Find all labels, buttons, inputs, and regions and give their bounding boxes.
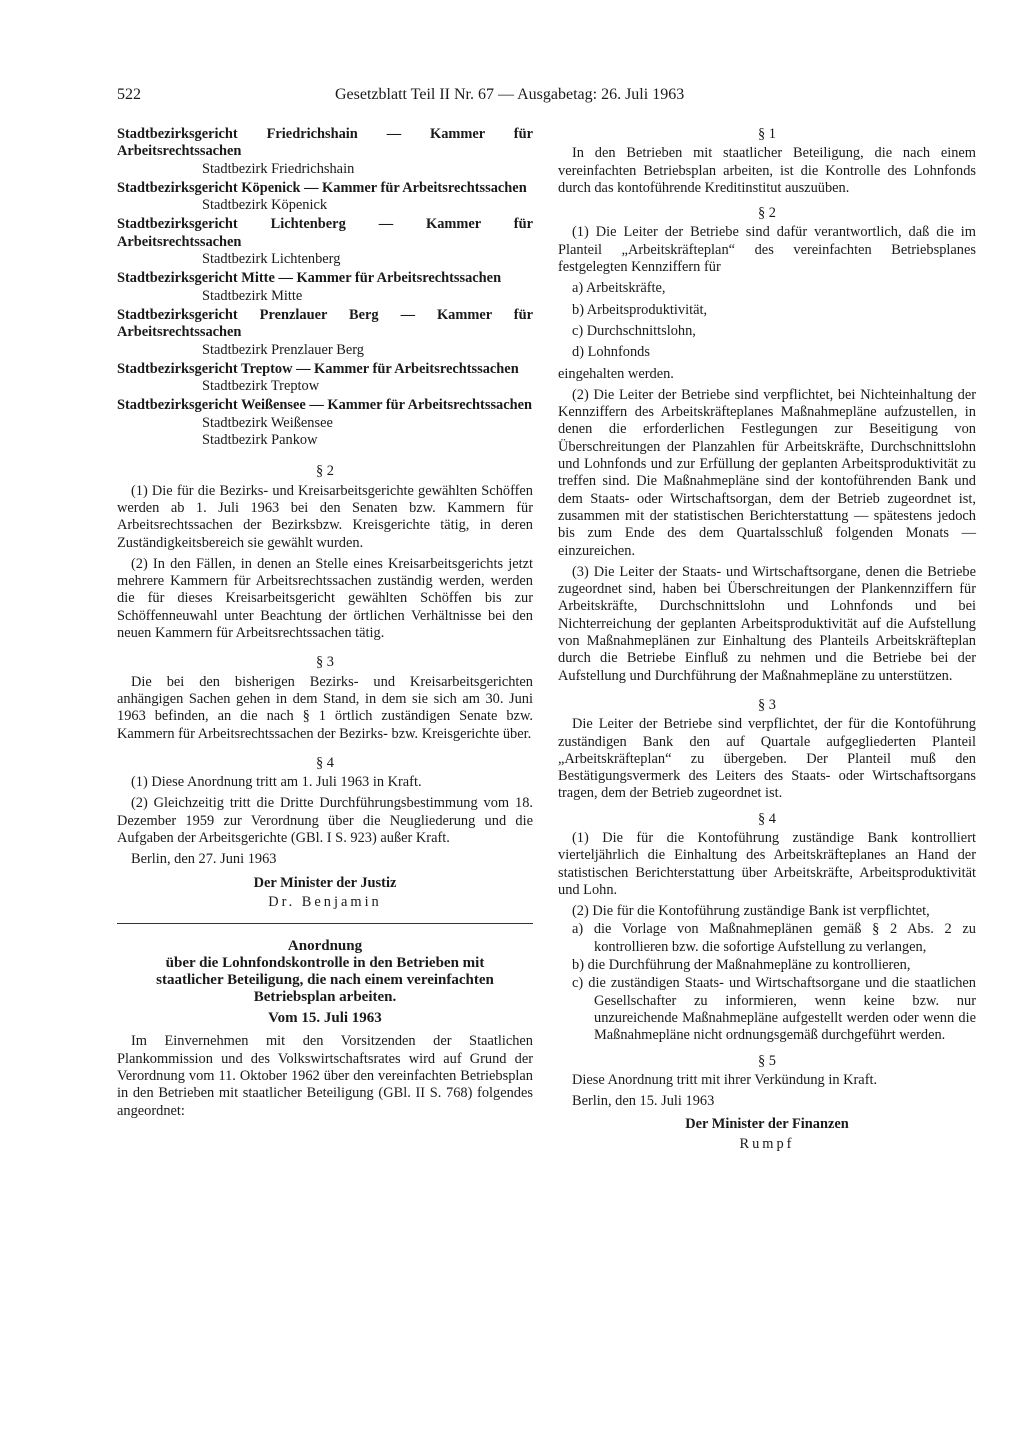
court-entry [117, 180, 533, 215]
paragraph: Die bei den bisherigen Bezirks- und Kreisarbeitsgerichten anhängigen Sachen gehen in dem Stand, in dem sie sich am 30. Juni 1963 befinden, an die nach § 1 örtlich zuständigen Senate bzw. Kammern für Arbeitsrechtssachen der Bezirks- bzw. Kreisgerichte über. [117, 673, 533, 742]
court-title: Stadtbezirksgericht Mitte — Kammer für Arbeitsrechtssachen [117, 270, 502, 287]
court-entry [117, 361, 533, 396]
ordinance-date: Vom 15. Juli 1963 [268, 1010, 382, 1027]
ordinance-title: Anordnung [287, 938, 363, 955]
list-item: c) Durchschnittslohn, [572, 322, 696, 339]
paragraph: Diese Anordnung tritt mit ihrer Verkündung in Kraft. [572, 1071, 878, 1088]
gazette-title: Gesetzblatt Teil II Nr. 67 — Ausgabetag: 26. Juli 1963 [335, 86, 685, 103]
court-district: Stadtbezirk Friedrichshain [202, 160, 355, 177]
list-item: b) die Durchführung der Maßnahmepläne zu kontrollieren, [572, 957, 911, 974]
minister-title: Der Minister der Justiz [253, 874, 397, 891]
court-entry [117, 307, 533, 359]
paragraph: (2) Die für die Kontoführung zuständige Bank ist verpflichtet, [572, 903, 930, 920]
right-column [558, 126, 976, 1153]
court-title: Stadtbezirksgericht Prenzlauer Berg — Kammer für Arbeitsrechtssachen [117, 306, 533, 341]
paragraph: Die Leiter der Betriebe sind verpflichtet, der für die Kontoführung zuständigen Bank den auf Quartale aufgegliederten Planteil „Arbeitskräfteplan“ zu übergeben. Der Planteil muß den Bestätigungsvermerk des Leiters des Staats- oder Wirtschaftsorgans tragen, dem der Betrieb zugeordnet ist. [558, 716, 976, 802]
paragraph: (1) Die Leiter der Betriebe sind dafür verantwortlich, daß die im Planteil „Arbeitskräfteplan“ des vereinfachten Betriebsplanes festgelegten Kennziffern für [558, 224, 976, 276]
court-district: Stadtbezirk Mitte [202, 287, 303, 304]
paragraph: (3) Die Leiter der Staats- und Wirtschaftsorgane, denen die Betriebe zugeordnet sind, haben bei Überschreitungen der Plankennziffern für Arbeitskräfte, Durchschnittslohn und Lohnfonds und bei Nichterreichung der geplanten Arbeitsproduktivität auf die Aufstellung von Maßnahmeplänen zur Einhaltung des Planteils Arbeitskräfteplan durch die Betriebe Einfluß zu nehmen und die Betriebe bei der Aufstellung und Durchführung der Maßnahmepläne zu unterstützen. [558, 563, 976, 684]
section-heading: § 1 [758, 126, 776, 142]
list-item: d) Lohnfonds [572, 344, 650, 361]
paragraph: eingehalten werden. [558, 365, 674, 382]
minister-title: Der Minister der Finanzen [685, 1116, 849, 1133]
page-header [117, 86, 985, 108]
section-heading: § 4 [758, 810, 776, 827]
list-item: a) die Vorlage von Maßnahmeplänen gemäß § 2 Abs. 2 zu kontrollieren bzw. die sofortige Aufstellung zu verlangen, [572, 921, 976, 955]
place-date: Berlin, den 27. Juni 1963 [131, 851, 277, 868]
paragraph: In den Betrieben mit staatlicher Beteiligung, die nach einem vereinfachten Betriebsplan arbeiten, ist die Kontrolle des Lohnfonds durch das kontoführende Kreditinstitut auszuüben. [558, 145, 976, 196]
court-entry [117, 397, 533, 449]
section-heading: § 4 [316, 754, 334, 771]
paragraph: (1) Die für die Kontoführung zuständige Bank kontrolliert vierteljährlich die Einhaltung des Arbeitskräfteplanes an Hand der statistischen Berichterstattung über Arbeitskräfte, Arbeitsproduktivität und Lohn. [558, 829, 976, 898]
court-district: Stadtbezirk Köpenick [202, 197, 328, 214]
left-column [117, 126, 533, 1120]
court-title: Stadtbezirksgericht Weißensee — Kammer für Arbeitsrechtssachen [117, 397, 533, 414]
list-item: c) die zuständigen Staats- und Wirtschaftsorgane und die staatlichen Gesellschafter zu informieren, wenn keine bzw. nur unzureichende Maßnahmepläne aufgestellt werden oder wenn die Maßnahmepläne nicht ordnungsgemäß durchgeführt werden. [572, 975, 976, 1044]
paragraph: (2) In den Fällen, in denen an Stelle eines Kreisarbeitsgerichts jetzt mehrere Kammern für Arbeitsrechtssachen zuständig werden, werden die für dieses Kreisarbeitsgericht gewählten Schöffen bis zur Schöffenneuwahl unter Beachtung der örtlichen Verhältnisse bei den neuen Kammern für Arbeitsrechtssachen tätig. [117, 555, 533, 642]
place-date: Berlin, den 15. Juli 1963 [572, 1093, 715, 1110]
section-heading: § 2 [316, 463, 334, 480]
paragraph: (1) Die für die Bezirks- und Kreisarbeitsgerichte gewählten Schöffen werden ab 1. Juli 1963 bei den Senaten bzw. Kammern für Arbeitsrechtssachen der Bezirksbzw. Kreisgerichte tätig, in deren Zuständigkeitsbereich sie gewählt wurden. [117, 482, 533, 551]
court-district: Stadtbezirk Treptow [202, 378, 320, 395]
paragraph: (2) Die Leiter der Betriebe sind verpflichtet, bei Nichteinhaltung der Kennziffern des Arbeitskräfteplanes Maßnahmepläne aufzustellen, in denen die erforderlichen Festlegungen zur Beseitigung von Überschreitungen der Planzahlen für Arbeitskräfte, Durchschnittslohn und Lohnfonds und zur Erfüllung der geplanten Arbeitsproduktivität zu treffen sind. Die Maßnahmepläne sind der kontoführenden Bank und dem Staats- oder Wirtschaftsorgan, dem der Betrieb zugeordnet ist, zusammen mit der statistischen Berichterstattung — spätestens jedoch bis zum Ende des dem Quartalsschluß folgenden Monats — einzureichen. [558, 386, 976, 559]
signature: Rumpf [739, 1135, 795, 1152]
ordinance-subtitle: über die Lohnfondskontrolle in den Betrieben mit staatlicher Beteiligung, die nach einem vereinfachten Betriebsplan arbeiten. [156, 955, 494, 1006]
section-heading: § 5 [758, 1052, 776, 1069]
court-title: Stadtbezirksgericht Friedrichshain — Kammer für Arbeitsrechtssachen [117, 126, 533, 160]
paragraph: (1) Diese Anordnung tritt am 1. Juli 1963 in Kraft. [131, 774, 422, 791]
page-number: 522 [117, 86, 141, 103]
court-district: Stadtbezirk Weißensee [202, 414, 333, 431]
signature: Dr. Benjamin [268, 893, 382, 910]
court-district: Stadtbezirk Pankow [202, 432, 318, 449]
divider [117, 923, 533, 924]
paragraph: Im Einvernehmen mit den Vorsitzenden der Staatlichen Plankommission und des Volkswirtschaftsrates wird auf Grund der Verordnung vom 11. Oktober 1962 über den vereinfachten Betriebsplan in den Betrieben mit staatlicher Beteiligung (GBl. II S. 768) folgendes angeordnet: [117, 1033, 533, 1119]
court-district: Stadtbezirk Lichtenberg [202, 251, 341, 268]
court-title: Stadtbezirksgericht Lichtenberg — Kammer für Arbeitsrechtssachen [117, 216, 533, 250]
court-title: Stadtbezirksgericht Köpenick — Kammer für Arbeitsrechtssachen [117, 179, 527, 196]
court-entry [117, 126, 533, 178]
section-heading: § 3 [316, 654, 334, 671]
list-item: b) Arbeitsproduktivität, [572, 301, 708, 318]
court-entry [117, 270, 533, 305]
court-title: Stadtbezirksgericht Treptow — Kammer für Arbeitsrechtssachen [117, 360, 519, 377]
paragraph: (2) Gleichzeitig tritt die Dritte Durchführungsbestimmung vom 18. Dezember 1959 zur Verordnung über die Neugliederung und die Aufgaben der Arbeitsgerichte (GBl. I S. 923) außer Kraft. [117, 795, 533, 846]
section-heading: § 2 [758, 205, 776, 222]
court-district: Stadtbezirk Prenzlauer Berg [202, 341, 364, 358]
court-entry [117, 216, 533, 268]
list-item: a) Arbeitskräfte, [572, 280, 666, 297]
section-heading: § 3 [758, 696, 776, 713]
